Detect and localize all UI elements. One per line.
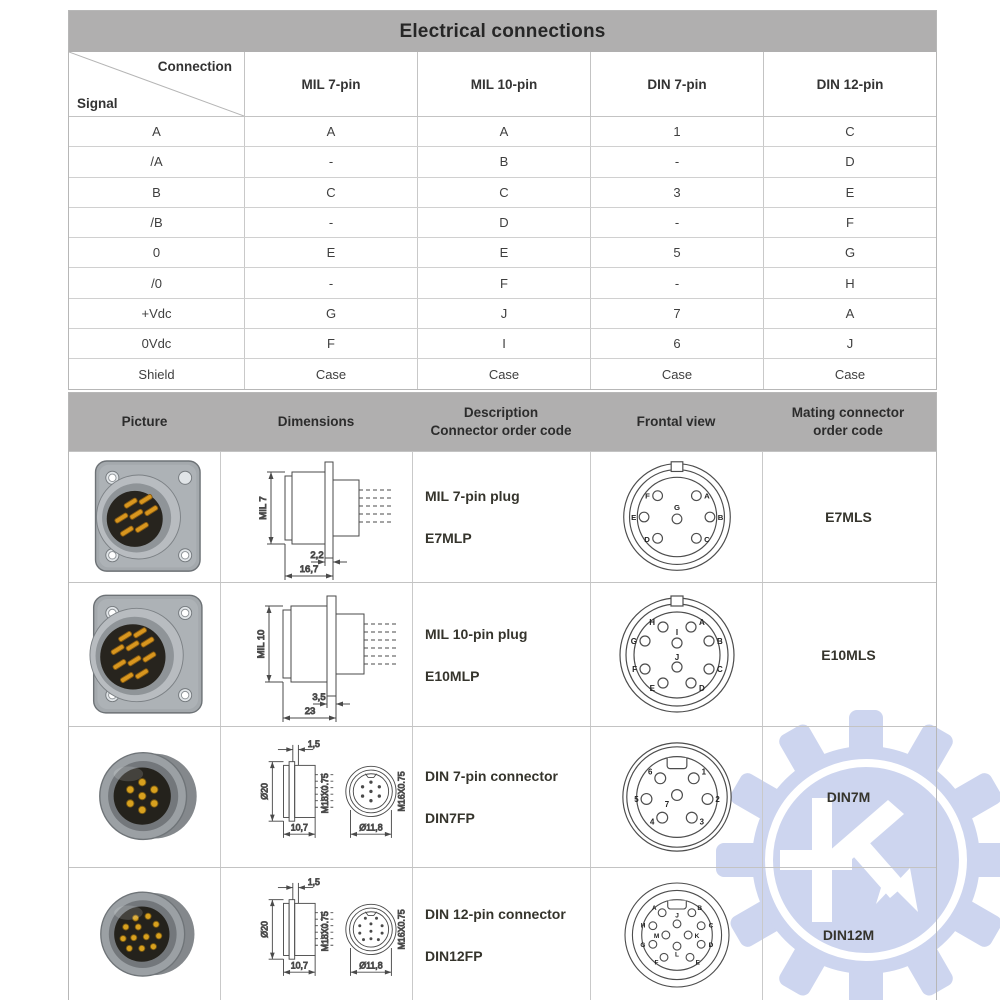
value-cell: F [417,268,590,297]
svg-text:23: 23 [304,705,315,717]
value-cell: J [763,329,936,358]
connector-product-table [68,392,937,1000]
table-row [69,117,936,147]
mating-code-cell [762,583,934,726]
svg-text:G: G [630,636,637,646]
svg-text:Ø20: Ø20 [259,783,270,800]
value-cell: C [244,178,417,207]
value-cell: Case [244,359,417,388]
value-cell: 1 [590,117,763,146]
svg-text:10,7: 10,7 [290,822,308,833]
col-header-mil7: MIL 7-pin [244,52,417,116]
svg-text:M18X0.75: M18X0.75 [319,911,330,952]
value-cell: E [244,238,417,267]
value-cell: G [244,299,417,328]
dimension-drawing-din7 [220,727,412,867]
svg-text:E: E [695,959,700,967]
col-header-picture: Picture [121,413,168,429]
col-header-mil10: MIL 10-pin [417,52,590,116]
frontal-view-mil10 [590,583,762,726]
signal-cell: Shield [138,366,175,382]
electrical-connections-table [68,10,937,390]
svg-text:7: 7 [664,799,669,809]
mating-code-cell [762,868,934,1000]
description-text: DIN 12-pin connector [425,906,566,922]
svg-text:5: 5 [633,794,639,804]
value-cell: I [417,329,590,358]
connector-photo-din12 [69,868,220,1000]
svg-text:H: H [648,617,655,627]
signal-cell: A [152,124,161,140]
svg-text:F: F [644,491,650,501]
svg-text:M18X0.75: M18X0.75 [319,773,330,814]
frontal-view-din7 [590,727,762,867]
value-cell: - [244,208,417,237]
col-header-din7: DIN 7-pin [590,52,763,116]
svg-text:F: F [631,664,637,674]
value-cell: 5 [590,238,763,267]
mating-code-cell [762,727,934,867]
svg-text:J: J [674,912,679,920]
connection-header-row [69,52,936,117]
description-text: MIL 10-pin plug [425,625,528,642]
product-row-din7 [69,726,936,867]
value-cell: G [763,238,936,267]
mating-code-cell [762,452,934,582]
svg-text:1,5: 1,5 [307,738,320,749]
value-cell: 3 [590,178,763,207]
connector-photo-din7 [69,727,220,867]
svg-text:C: C [716,664,723,674]
svg-text:M16X0.75: M16X0.75 [395,771,406,812]
svg-text:MIL 7: MIL 7 [257,496,269,520]
signal-cell: 0Vdc [141,336,172,352]
frontal-view-din12 [590,868,762,1000]
svg-text:B: B [717,512,723,522]
table-row [69,178,936,208]
col-header-din12: DIN 12-pin [763,52,936,116]
value-cell: F [244,329,417,358]
svg-text:1: 1 [701,767,706,777]
corner-label-connection: Connection [157,59,232,74]
connector-photo-mil7 [69,452,220,582]
value-cell: - [244,147,417,176]
svg-text:E: E [649,683,655,693]
order-code: E7MLP [425,530,472,546]
svg-text:10,7: 10,7 [290,960,308,971]
svg-text:4: 4 [649,817,654,827]
table-row [69,359,936,388]
corner-label-signal: Signal [77,96,118,111]
description-cell [412,583,590,726]
value-cell: - [590,268,763,297]
table-row [69,147,936,177]
value-cell: A [244,117,417,146]
value-cell: J [417,299,590,328]
value-cell: E [763,178,936,207]
svg-text:Ø11,8: Ø11,8 [358,822,383,833]
table-row [69,208,936,238]
svg-text:B: B [696,904,702,912]
value-cell: 6 [590,329,763,358]
value-cell: F [763,208,936,237]
value-cell: C [763,117,936,146]
table-row [69,299,936,329]
svg-text:L: L [674,951,679,959]
svg-text:D: D [643,535,650,545]
svg-text:B: B [716,636,723,646]
corner-cell [69,52,244,116]
signal-cell: +Vdc [141,305,172,321]
svg-text:6: 6 [647,767,652,777]
svg-text:Ø11,8: Ø11,8 [358,960,383,971]
order-code: DIN7FP [425,810,475,826]
svg-text:2,2: 2,2 [309,550,324,561]
value-cell: E [417,238,590,267]
value-cell: A [763,299,936,328]
description-text: DIN 7-pin connector [425,768,559,784]
value-cell: Case [763,359,936,388]
order-code: E10MLP [425,667,480,684]
svg-text:C: C [703,535,710,545]
svg-text:K: K [694,932,699,940]
dimension-drawing-mil10 [220,583,412,726]
svg-text:D: D [698,683,705,693]
frontal-view-mil7 [590,452,762,582]
mating-code: DIN12M [822,927,875,943]
svg-text:16,7: 16,7 [299,564,318,575]
table-row [69,238,936,268]
value-cell: D [417,208,590,237]
value-cell: - [590,147,763,176]
value-cell: B [417,147,590,176]
value-cell: Case [417,359,590,388]
connection-table-body [69,117,936,389]
svg-text:E: E [630,512,636,522]
svg-text:D: D [708,942,713,950]
svg-text:C: C [708,922,713,930]
svg-text:3: 3 [699,817,704,827]
value-cell: A [417,117,590,146]
svg-text:MIL 10: MIL 10 [255,629,267,658]
col-header-description: Description Connector order code [430,404,572,438]
description-cell [412,727,590,867]
svg-text:A: A [698,617,705,627]
col-header-dimensions: Dimensions [277,413,355,429]
svg-text:A: A [651,904,657,912]
svg-text:I: I [675,627,678,637]
mating-code: E10MLS [821,646,876,663]
col-header-frontal: Frontal view [636,413,716,429]
signal-cell: 0 [152,245,161,261]
table-row [69,329,936,359]
svg-text:H: H [640,922,645,930]
value-cell: - [590,208,763,237]
mating-code: DIN7M [826,789,871,805]
product-row-mil7 [69,451,936,582]
dimension-drawing-din12 [220,868,412,1000]
value-cell: D [763,147,936,176]
product-row-din12 [69,867,936,1000]
description-cell [412,452,590,582]
order-code: DIN12FP [425,948,483,964]
svg-text:3,5: 3,5 [311,691,326,703]
description-text: MIL 7-pin plug [425,488,520,504]
signal-cell: /A [150,154,163,170]
svg-text:M: M [653,932,659,940]
svg-text:1,5: 1,5 [307,876,320,887]
dimension-drawing-mil7 [220,452,412,582]
svg-text:M16X0.75: M16X0.75 [395,909,406,950]
description-cell [412,868,590,1000]
svg-text:G: G [639,942,645,950]
svg-text:Ø20: Ø20 [259,921,270,938]
signal-cell: B [152,184,161,200]
svg-text:2: 2 [714,794,720,804]
table-title: Electrical connections [69,11,936,52]
connector-photo-mil10 [69,583,220,726]
mating-code: E7MLS [825,509,872,525]
value-cell: Case [590,359,763,388]
product-row-mil10 [69,582,936,726]
svg-text:G: G [673,503,680,513]
value-cell: - [244,268,417,297]
col-header-mating: Mating connector order code [791,404,905,438]
table-row [69,268,936,298]
svg-text:A: A [703,491,710,501]
svg-text:F: F [653,959,658,967]
svg-text:J: J [674,652,679,662]
product-header-row [69,393,936,451]
signal-cell: /B [150,215,163,231]
value-cell: H [763,268,936,297]
signal-cell: /0 [151,275,162,291]
value-cell: C [417,178,590,207]
value-cell: 7 [590,299,763,328]
